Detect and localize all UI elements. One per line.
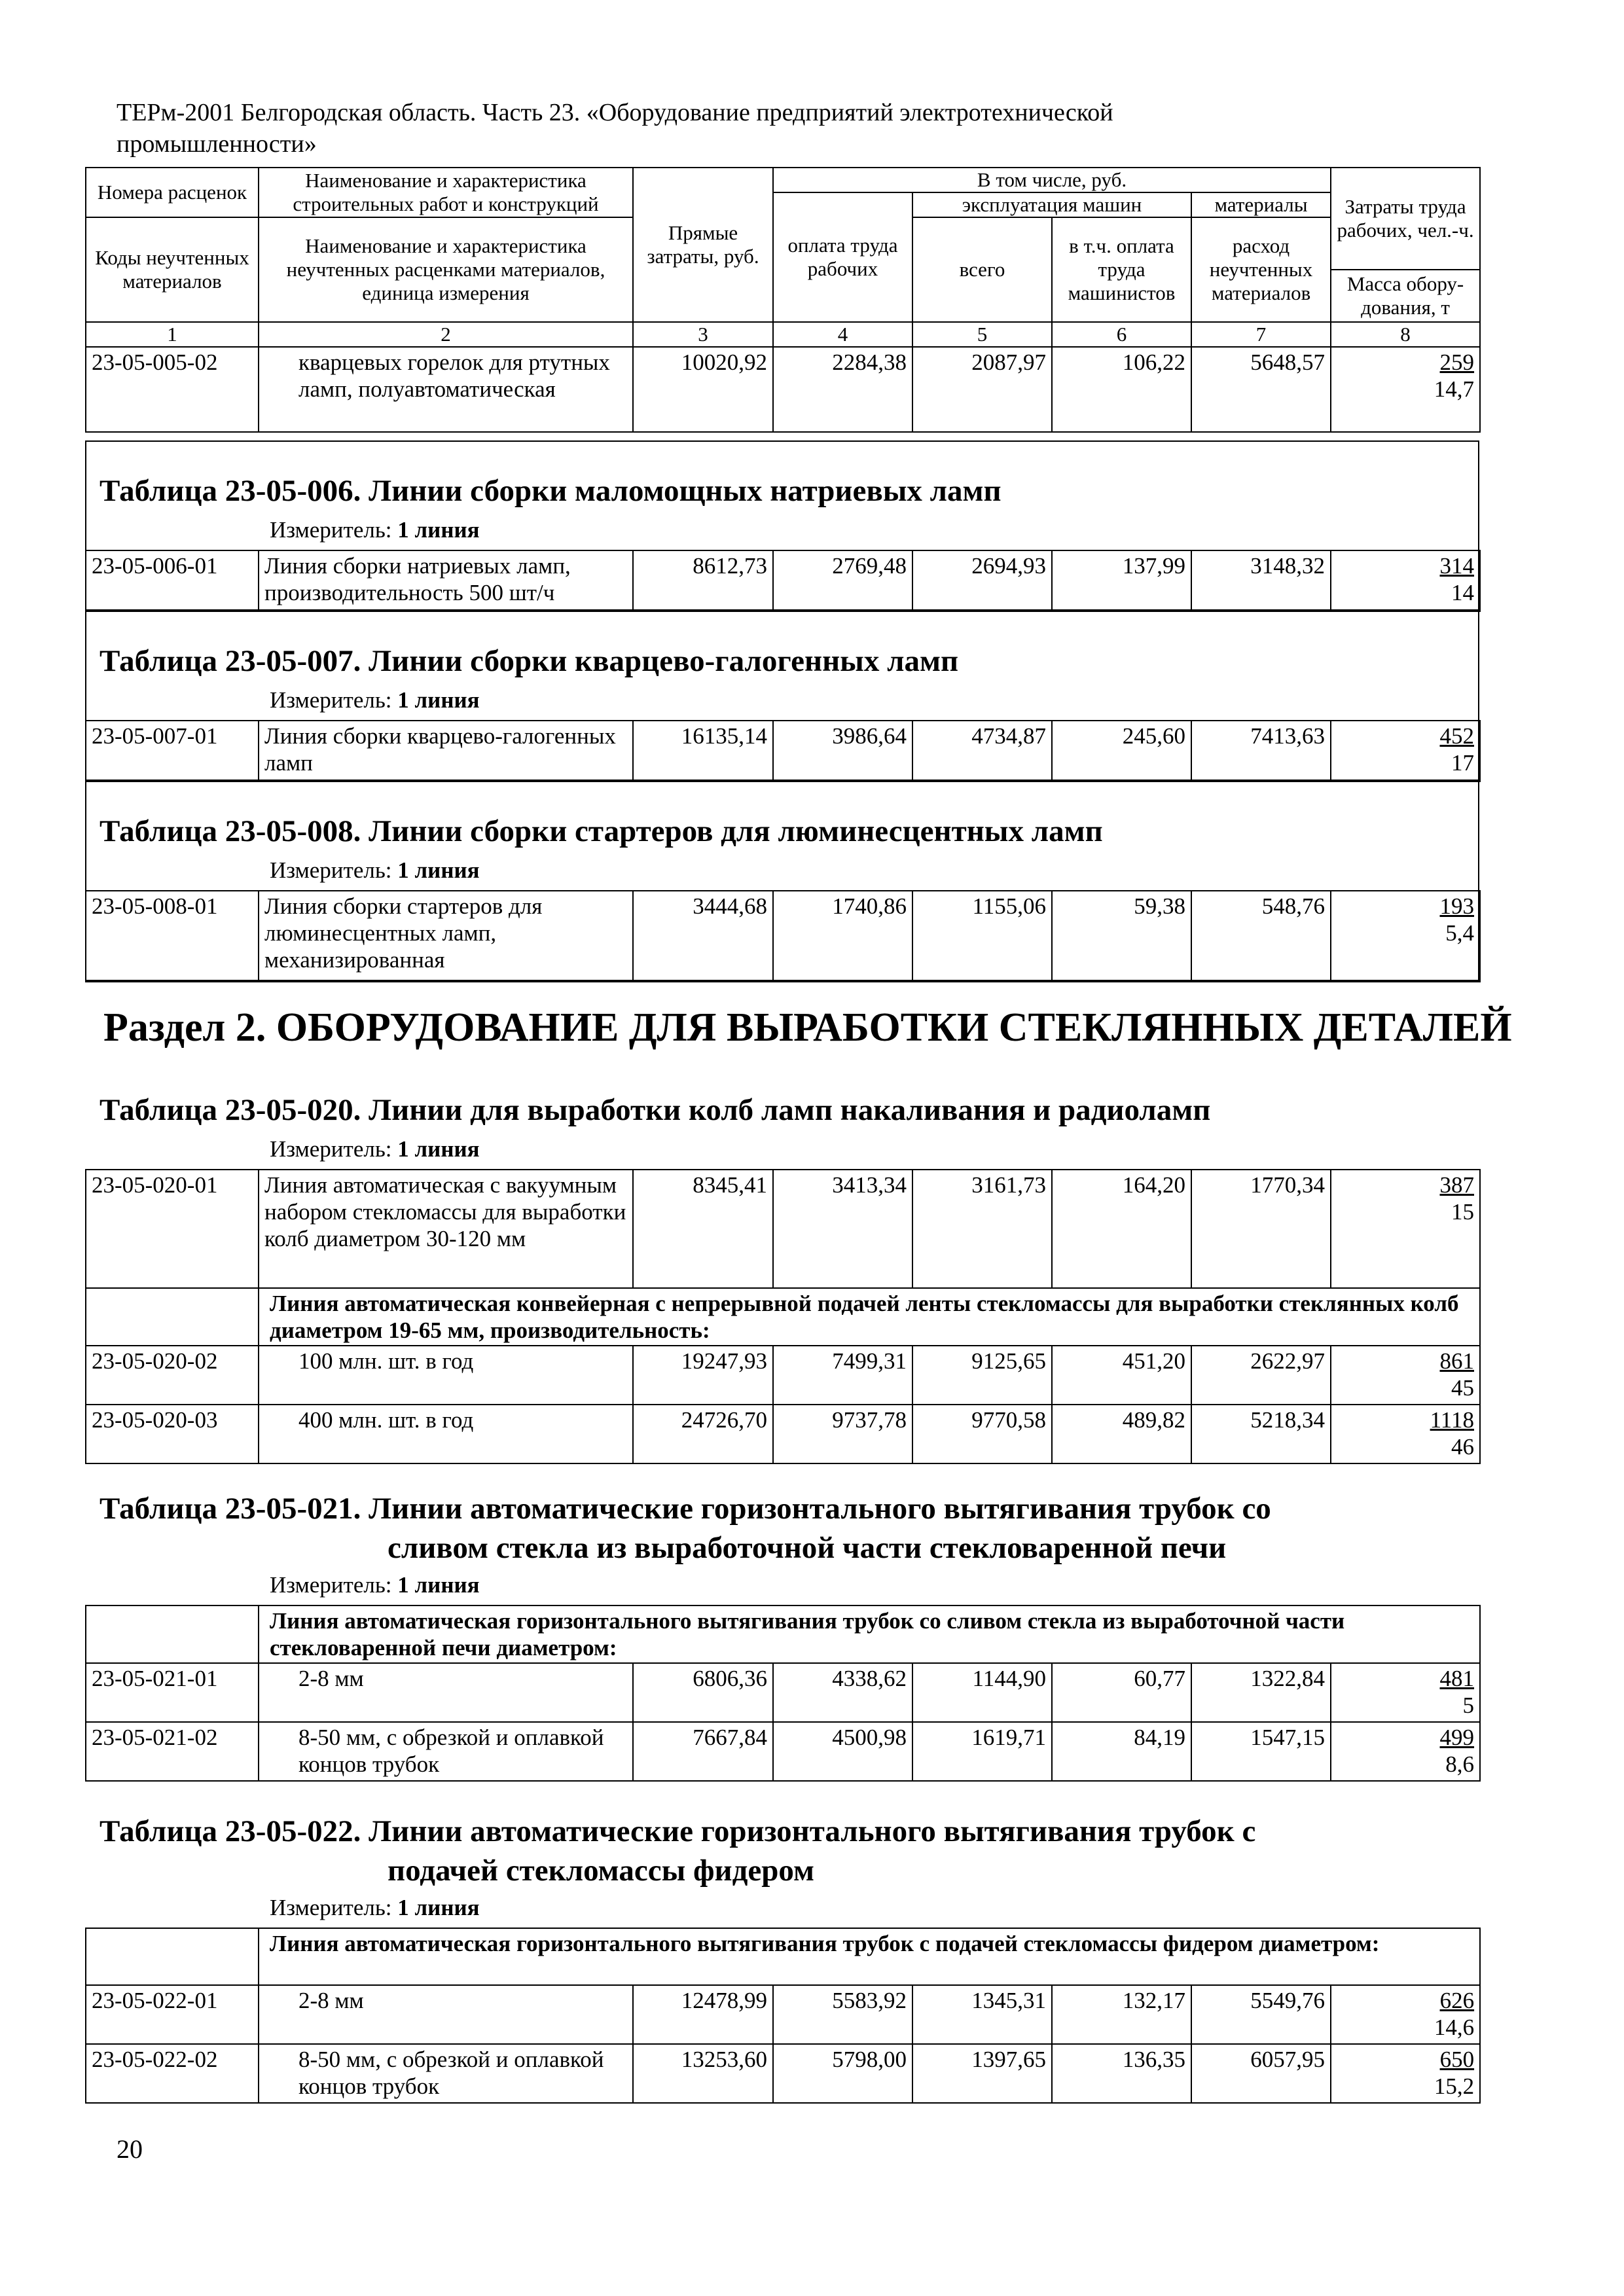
row-materials: 1322,84 [1191, 1663, 1331, 1722]
row-labor: 2769,48 [773, 550, 912, 611]
row-code: 23-05-005-02 [86, 347, 259, 432]
row-materials: 1547,15 [1191, 1722, 1331, 1781]
row-machines: 9125,65 [912, 1346, 1052, 1405]
title-line-2: сливом стекла из выработочной части стекловаренной печи [388, 1531, 1227, 1565]
meter-value: 1 линия [397, 1895, 480, 1920]
page-number: 20 [117, 2134, 143, 2164]
meter-value: 1 линия [397, 1136, 480, 1162]
row-direct: 13253,60 [633, 2044, 773, 2103]
meter-007 [270, 687, 480, 713]
row-materials: 6057,95 [1191, 2044, 1331, 2103]
row-name: 2-8 мм [259, 1663, 633, 1722]
row-hours: 650 [1439, 2047, 1475, 2072]
row-direct: 16135,14 [633, 721, 773, 781]
row-labor: 3413,34 [773, 1170, 912, 1288]
row-hours: 193 [1439, 893, 1474, 919]
col-pryamye: Прямые затраты, руб. [633, 168, 773, 322]
row-mass: 46 [1451, 1434, 1474, 1460]
row-machinists: 136,35 [1052, 2044, 1191, 2103]
table-title-020: Таблица 23-05-020. Линии для выработки колб ламп накаливания и радиоламп [99, 1093, 1211, 1127]
table-subheader-row [86, 1928, 1480, 1985]
header-line-1: ТЕРм-2001 Белгородская область. Часть 23. «Оборудование предприятий электротехнической [117, 99, 1113, 126]
row-hours: 314 [1439, 553, 1474, 579]
row-direct: 8612,73 [633, 550, 773, 611]
row-machinists: 59,38 [1052, 891, 1191, 982]
meter-label: Измеритель: [270, 687, 392, 713]
meter-021 [270, 1572, 480, 1598]
col-number-3: 3 [633, 322, 773, 347]
row-machines: 3161,73 [912, 1170, 1052, 1288]
row-machinists: 106,22 [1052, 347, 1191, 432]
row-code: 23-05-007-01 [86, 721, 259, 781]
row-materials: 2622,97 [1191, 1346, 1331, 1405]
table-022 [85, 1928, 1481, 2104]
table-008 [85, 890, 1481, 982]
row-machines: 1397,65 [912, 2044, 1052, 2103]
col-number-5: 5 [912, 322, 1052, 347]
row-code: 23-05-006-01 [86, 550, 259, 611]
row-machinists: 164,20 [1052, 1170, 1191, 1288]
row-mass: 17 [1451, 750, 1474, 776]
col-number-8: 8 [1331, 322, 1480, 347]
section-2-title: Раздел 2. ОБОРУДОВАНИЕ ДЛЯ ВЫРАБОТКИ СТЕКЛЯННЫХ ДЕТАЛЕЙ [103, 1005, 1512, 1050]
row-hours-mass [1331, 1405, 1480, 1463]
row-direct: 12478,99 [633, 1985, 773, 2044]
subheader-text: Линия автоматическая конвейерная с непрерывной подачей ленты стекломассы для выработки стеклянных колб диаметром 19-65 мм, производительность: [259, 1288, 1480, 1346]
title-line-2: подачей стекломассы фидером [388, 1854, 815, 1888]
table-title-006: Таблица 23-05-006. Линии сборки маломощных натриевых ламп [99, 474, 1001, 508]
row-materials: 3148,32 [1191, 550, 1331, 611]
row-machines: 2694,93 [912, 550, 1052, 611]
row-name: Линия автоматическая с вакуумным набором стекломассы для выработки колб диаметром 30-120 мм [259, 1170, 633, 1288]
col-number-2: 2 [259, 322, 633, 347]
row-hours-mass [1331, 1663, 1480, 1722]
table-row [86, 1985, 1480, 2044]
row-name: Линия сборки кварцево-галогенных ламп [259, 721, 633, 781]
subheader-spacer [86, 1605, 259, 1663]
row-machinists: 60,77 [1052, 1663, 1191, 1722]
row-materials: 548,76 [1191, 891, 1331, 982]
table-subheader-row [86, 1605, 1480, 1663]
row-mass: 14 [1451, 580, 1474, 605]
row-code: 23-05-022-01 [86, 1985, 259, 2044]
header-line-2: промышленности» [117, 130, 317, 158]
table-row [86, 1170, 1480, 1288]
table-row [86, 891, 1480, 982]
row-hours-mass [1331, 1170, 1480, 1288]
col-vsego: всего [912, 217, 1052, 322]
col-number-4: 4 [773, 322, 912, 347]
col-number-7: 7 [1191, 322, 1331, 347]
row-materials: 5549,76 [1191, 1985, 1331, 2044]
row-materials: 7413,63 [1191, 721, 1331, 781]
row-mass: 15,2 [1434, 2073, 1475, 2099]
meter-022 [270, 1895, 480, 1921]
row-machinists: 137,99 [1052, 550, 1191, 611]
row-machinists: 84,19 [1052, 1722, 1191, 1781]
col-vtch: в т.ч. оплата труда машинистов [1052, 217, 1191, 322]
row-code: 23-05-020-01 [86, 1170, 259, 1288]
col-ekspl: эксплуатация машин [912, 192, 1191, 217]
col-naim1: Наименование и характеристика строительных работ и конструкций [259, 168, 633, 217]
row-labor: 5798,00 [773, 2044, 912, 2103]
meter-label: Измеритель: [270, 1572, 392, 1598]
subheader-spacer [86, 1288, 259, 1346]
col-naim2: Наименование и характеристика неучтенных расценками материалов, единица измерения [259, 217, 633, 322]
title-line-1: Таблица 23-05-021. Линии автоматические горизонтального вытягивания трубок со [99, 1492, 1271, 1526]
table-row [86, 1405, 1480, 1463]
row-labor: 3986,64 [773, 721, 912, 781]
meter-value: 1 линия [397, 857, 480, 883]
table-title-022 [99, 1812, 1255, 1890]
col-kody: Коды неучтенных материалов [86, 217, 259, 322]
row-name: 8-50 мм, с обрезкой и оплавкой концов трубок [259, 2044, 633, 2103]
row-materials: 5218,34 [1191, 1405, 1331, 1463]
table-021 [85, 1605, 1481, 1782]
meter-006 [270, 517, 480, 543]
row-hours-mass [1331, 1346, 1480, 1405]
row-hours: 481 [1439, 1666, 1475, 1691]
row-machines: 1619,71 [912, 1722, 1052, 1781]
table-title-021 [99, 1489, 1271, 1568]
col-number-6: 6 [1052, 322, 1191, 347]
row-mass: 8,6 [1445, 1751, 1475, 1777]
row-name: 8-50 мм, с обрезкой и оплавкой концов трубок [259, 1722, 633, 1781]
row-name: 100 млн. шт. в год [259, 1346, 633, 1405]
table-row [86, 1346, 1480, 1405]
row-hours-mass [1331, 721, 1480, 781]
row-direct: 3444,68 [633, 891, 773, 982]
meter-label: Измеритель: [270, 1895, 392, 1920]
row-machinists: 132,17 [1052, 1985, 1191, 2044]
row-labor: 4338,62 [773, 1663, 912, 1722]
row-code: 23-05-021-02 [86, 1722, 259, 1781]
row-hours: 626 [1439, 1988, 1475, 2013]
row-labor: 9737,78 [773, 1405, 912, 1463]
row-labor: 5583,92 [773, 1985, 912, 2044]
meter-label: Измеритель: [270, 857, 392, 883]
row-direct: 8345,41 [633, 1170, 773, 1288]
col-oplata: оплата труда рабочих [773, 192, 912, 322]
col-massa: Масса обору-дования, т [1331, 270, 1480, 322]
row-labor: 1740,86 [773, 891, 912, 982]
row-direct: 10020,92 [633, 347, 773, 432]
row-code: 23-05-020-03 [86, 1405, 259, 1463]
table-row [86, 2044, 1480, 2103]
meter-020 [270, 1136, 480, 1162]
row-hours-mass [1331, 550, 1480, 611]
col-materialy: материалы [1191, 192, 1331, 217]
col-zatraty: Затраты труда рабочих, чел.-ч. [1331, 168, 1480, 270]
row-hours: 259 [1439, 350, 1475, 375]
meter-008 [270, 857, 480, 884]
table-007 [85, 720, 1481, 782]
table-row [86, 347, 1480, 432]
row-mass: 15 [1451, 1199, 1474, 1225]
row-name: Линия сборки натриевых ламп, производительность 500 шт/ч [259, 550, 633, 611]
row-code: 23-05-021-01 [86, 1663, 259, 1722]
row-mass: 5,4 [1445, 920, 1474, 946]
row-mass: 14,6 [1434, 2015, 1475, 2040]
row-labor: 2284,38 [773, 347, 912, 432]
row-hours-mass [1331, 1722, 1480, 1781]
row-hours: 387 [1439, 1172, 1474, 1198]
table-row [86, 1663, 1480, 1722]
table-020 [85, 1169, 1481, 1464]
row-hours: 499 [1439, 1725, 1475, 1750]
row-code: 23-05-008-01 [86, 891, 259, 982]
row-machinists: 245,60 [1052, 721, 1191, 781]
col-number-1: 1 [86, 322, 259, 347]
row-materials: 5648,57 [1191, 347, 1331, 432]
row-machines: 1345,31 [912, 1985, 1052, 2044]
row-hours-mass [1331, 891, 1480, 982]
col-vtom: В том числе, руб. [773, 168, 1331, 192]
title-line-1: Таблица 23-05-022. Линии автоматические горизонтального вытягивания трубок с [99, 1814, 1256, 1848]
table-row [86, 550, 1480, 611]
row-machinists: 489,82 [1052, 1405, 1191, 1463]
row-name: 400 млн. шт. в год [259, 1405, 633, 1463]
table-title-008: Таблица 23-05-008. Линии сборки стартеров для люминесцентных ламп [99, 814, 1103, 848]
row-labor: 4500,98 [773, 1722, 912, 1781]
meter-value: 1 линия [397, 1572, 480, 1598]
meter-value: 1 линия [397, 517, 480, 543]
row-mass: 14,7 [1434, 376, 1475, 402]
row-labor: 7499,31 [773, 1346, 912, 1405]
price-table-header [85, 167, 1481, 433]
row-name: Линия сборки стартеров для люминесцентных ламп, механизированная [259, 891, 633, 982]
table-row [86, 721, 1480, 781]
row-mass: 5 [1462, 1693, 1475, 1718]
row-hours-mass [1331, 347, 1480, 432]
table-title-007: Таблица 23-05-007. Линии сборки кварцево-галогенных ламп [99, 644, 959, 678]
row-direct: 24726,70 [633, 1405, 773, 1463]
row-machines: 2087,97 [912, 347, 1052, 432]
col-rashod: расход неучтенных материалов [1191, 217, 1331, 322]
meter-label: Измеритель: [270, 1136, 392, 1162]
row-hours: 861 [1439, 1348, 1474, 1374]
col-nomera: Номера расценок [86, 168, 259, 217]
row-direct: 19247,93 [633, 1346, 773, 1405]
row-direct: 7667,84 [633, 1722, 773, 1781]
row-machines: 1144,90 [912, 1663, 1052, 1722]
row-name: 2-8 мм [259, 1985, 633, 2044]
table-subheader-row [86, 1288, 1480, 1346]
row-mass: 45 [1451, 1375, 1474, 1401]
row-machines: 4734,87 [912, 721, 1052, 781]
row-machines: 9770,58 [912, 1405, 1052, 1463]
row-machines: 1155,06 [912, 891, 1052, 982]
row-machinists: 451,20 [1052, 1346, 1191, 1405]
meter-label: Измеритель: [270, 517, 392, 543]
row-hours-mass [1331, 2044, 1480, 2103]
row-code: 23-05-020-02 [86, 1346, 259, 1405]
row-hours-mass [1331, 1985, 1480, 2044]
row-materials: 1770,34 [1191, 1170, 1331, 1288]
row-hours: 452 [1439, 723, 1474, 749]
row-hours: 1118 [1430, 1407, 1474, 1433]
page-header [117, 97, 1458, 160]
row-name: кварцевых горелок для ртутных ламп, полуавтоматическая [259, 347, 633, 432]
row-direct: 6806,36 [633, 1663, 773, 1722]
row-code: 23-05-022-02 [86, 2044, 259, 2103]
subheader-spacer [86, 1928, 259, 1985]
meter-value: 1 линия [397, 687, 480, 713]
subheader-text: Линия автоматическая горизонтального вытягивания трубок со сливом стекла из выработочной части стекловаренной печи диаметром: [259, 1605, 1480, 1663]
table-row [86, 1722, 1480, 1781]
table-006 [85, 550, 1481, 612]
subheader-text: Линия автоматическая горизонтального вытягивания трубок с подачей стекломассы фидером диаметром: [259, 1928, 1480, 1985]
